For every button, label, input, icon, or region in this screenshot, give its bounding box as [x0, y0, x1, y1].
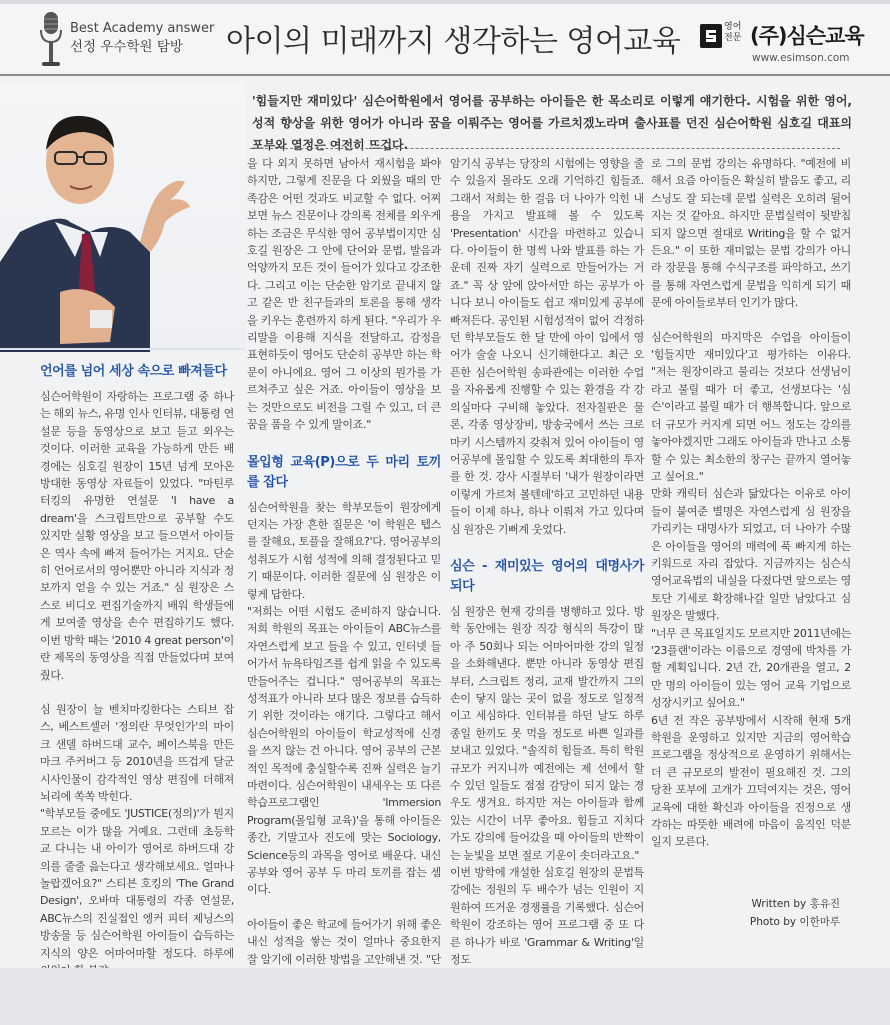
- paragraph: 암기식 공부는 당장의 시험에는 영향을 줄 수 있을지 몰라도 오래 기억하긴 힘들죠. 그래서 저희는 한 걸음 더 나아가 익힌 내용을 가지고 발표해 볼 수 있도록 'Presentation' 시간을 마련하고 있습니다. 아이들이 한 명씩 나와 발표를 하는 가운데 진짜 자기 실력으로 만들어가는 거죠." 꼭 상 앞에 앉아서만 하는 공부가 아니다 보니 아이들도 쉽고 재미있게 공부에 빠져든다. 공인된 시험성적이 없어 걱정하던 학부모들도 한 달 만에 아이 입에서 영어가 술술 나오니 신기해한다고. 최근 오픈한 심슨어학원 송파관에는 이러한 수업을 자유롭게 진행할 수 있는 환경을 각 강의실마다 구비해 놓았다. 전자칠판은 물론, 각종 영상장비, 방송국에서 쓰는 크로마키 시스템까지 갖춰져 있어 아이들이 영어공부에 몰입할 수 있도록 최대한의 투자를 한 것. 강사 시절부터 '내가 원장이라면 이렇게 가르쳐 볼텐데'하고 고민하던 내용들이 이제 하나, 하나 이뤄져 가고 있다며 심 원장은 기뻐계 웃었다.: [450, 157, 644, 536]
- article-column-3: [450, 155, 644, 967]
- paragraph: 심 원장이 늘 벤치마킹한다는 스티브 잡스, 베스트셀러 '정의란 무엇인가'의 마이크 샌델 하버드대 교수, 페이스북을 만든 마크 주커버그 등 2010년을 뜨겁게 달군 시사인물이 감각적인 영상 편집에 더해져 뇌리에 쏙쏙 박힌다.: [40, 702, 234, 803]
- paragraph: 만화 캐릭터 심슨과 닮았다는 이유로 아이들이 붙여준 별명은 자연스럽게 심 원장을 가리키는 대명사가 되었고, 더 나아가 수많은 아이들을 영어의 매력에 푹 빠지게 하는 키워드로 자리 잡았다. 지금까지는 심슨식 영어교육법의 내실을 다졌다면 앞으로는 영토단 기세로 확장해나갈 일만 남았다고 심 원장은 말했다.: [651, 487, 851, 623]
- logo-company-name: (주)심슨교육: [750, 24, 864, 48]
- page-header: [0, 4, 890, 76]
- article-column-1: [40, 360, 234, 965]
- photo-credit: Photo by 이한마루: [749, 916, 840, 928]
- paragraph: 6년 전 작은 공부방에서 시작해 현재 5개 학원을 운영하고 있지만 지금의 영어학습 프로그램을 정상적으로 운영하기 위해서는 더 큰 규모로의 발전이 필요해진 것. 그의 당찬 포부에 고개가 끄덕여지는 것은, 영어 교육에 대한 확신과 아이들을 진정으로 생각하는 따뜻한 배려에 마음이 움직인 덕분일지 모른다.: [651, 713, 851, 849]
- lead-divider: [250, 148, 840, 149]
- series-korean: 선정 우수학원 탐방: [70, 39, 183, 55]
- paragraph: "학부모들 중에도 'JUSTICE(정의)'가 뭔지 모르는 이가 많을 거예요. 그런데 초등학교 다니는 내 아이가 영어로 하버드대 강의를 줄줄 읊는다고 생각해보세요. 얼마나 놀랍겠어요?" 스티븐 호킹의 'The Grand Design', 오바마 대통령의 각종 연설문, ABC뉴스의 진실접인 엥커 피터 제닝스의 방송물 등 심슨어학원 아이들이 습득하는 지식의 양은 어마어마할 정도다. 하루에: [40, 807, 234, 960]
- paragraph: "너무 큰 목표일지도 모르지만 2011년에는 '23플랜'이라는 이름으로 경영에 박차를 가할 계획입니다. 2년 간, 20개관을 열고, 2만 명의 아이들이 있는 영어 교육 기업으로 성장시키고 싶어요.": [651, 626, 851, 710]
- page-title: 아이의 미래까지 생각하는 영어교육: [226, 24, 681, 59]
- paragraph: 이번 방학에 개설한 심호길 원장의 문법특강에는 정원의 두 배수가 넘는 인원이 지원하여 뜨거운 경쟁률을 기록했다. 심슨어학원이 강조하는 영어 프로그램 중 또 다른 하나가 바로 'Grammar & Writing'일 정도: [450, 866, 644, 967]
- paragraph: "저희는 어떤 시험도 준비하지 않습니다. 저희 학원의 목표는 아이들이 ABC뉴스를 자연스럽게 보고 들을 수 있고, 인터넷 들어가서 뉴욕타임즈를 쉽게 읽을 수 있도록 만들어주는 겁니다." 영어공부의 목표는 성적표가 아니라 보다 많은 정보를 습득하기 위한 것이라는 얘기다. 그렇다고 해서 심슨어학원의 아이들이 학교성적에 신경을 쓰지 않는 건 아니다. 영어 공부의 근본적인 목적에 충실할수록 진짜 실력은 늘기 마련이다. 심슨어학원이 내세우는 또 다른 학습프로그램인 'Immersion Program(몰입형 교육)'을 통해 아이들은 종간, 기말고사 진도에 맞는 Sociology, Science등의 과목을 영어로 배운다. 내신 공부와 영어 공부 두 마리 토끼를 잡는 셈이다.: [247, 604, 441, 897]
- page-bottom-margin: [0, 968, 890, 1025]
- logo-url: www.esimson.com: [752, 52, 850, 64]
- photo-divider: [0, 348, 245, 350]
- section-heading-1: 언어를 넘어 세상 속으로 빠져들다: [40, 364, 227, 379]
- paragraph: 심 원장은 현재 강의를 병행하고 있다. 방학 동안에는 원장 직강 형식의 특강이 많아 주 50회나 되는 어마어마한 강의 일정을 소화해낸다. 뿐만 아니라 동영상 편집부터, 스크립트 정리, 교재 발간까지 그의 손이 닿지 않는 곳이 없을 정도로 일정적이고 세심하다. 인터뷰를 하던 날도 하루 종일 한끼도 못 먹을 정도로 바쁜 일과를 보내고 있었다. "솔직히 힘들죠. 특히 학원 규모가 커지니까 예전에는 제 선에서 할 수 있던 일들도 점점 감당이 되지 않는 경우도 생겨요. 하지만 저는 아이들과 함께 있는 시간이 너무 좋아요. 힘들고 지치다가도 강의에 들어갔을 때 아이들의 반짝이는 눈빛을 보면 절로 기운이 솟더라고요.": [450, 604, 644, 862]
- microphone-icon: [38, 10, 64, 72]
- simson-logo: [700, 16, 890, 66]
- article-column-4: [651, 155, 851, 875]
- series-label: [70, 20, 214, 56]
- paragraph: 심슨어학원의 마지막은 수업을 아이들이 '힘들지만 재미있다'고 평가하는 이유다. "저는 원장이라고 불리는 것보다 선생님이라고 불릴 때가 더 좋고, 선생보다는 '심슨'이라고 불릴 때가 더 행복합니다. 앞으로 더 규모가 커지게 되면 어느 정도는 강의를 놓아야겠지만 그래도 아이들과 만나고 소통할 수 있는 최소한의 창구는 끝까지 열어놓고 싶어요.": [651, 330, 851, 483]
- section-heading-2: 몰입형 교육(P)으로 두 마리 토끼를 잡다: [247, 454, 441, 490]
- writer-credit: Written by 홍유진: [751, 898, 840, 910]
- paragraph: 로 그의 문법 강의는 유명하다. "예전에 비해서 요즘 아이들은 확실히 발음도 좋고, 리스닝도 잘 되는데 문법 실력은 오히려 뒬어지는 것 같아요. 하지만 문법실력이 뒷받침되지 않으면 절대로 Writing을 할 수 없거든요." 이 또한 재미없는 문법 강의가 아니라 장문을 통해 수식구조를 파악하고, 쓰기를 통해 자연스럽게 문법을 익히게 되기 때문에 아이들로부터 인기가 많다.: [651, 157, 851, 310]
- paragraph: 을 다 외지 못하면 남아서 재시험을 봐야 하지만, 그렇게 진문을 다 외웠을 때의 만족감은 어떤 것과도 비교할 수 없다. 어찌 보면 뉴스 진문이나 강의록 전체를 외우게 하는 조금은 무식한 영어 공부법이지만 심호길 원장은 그 안에 단어와 문법, 발음과 억양까지 모든 것이 들어가 있다고 강조한다. 그리고 이는 단순한 암기로 끝내지 않고 같은 반 친구들과의 토론을 통해 생각을 키우는 훈련까지 하게 된다. "우리가 우리말을 이용해 지식을 전달하고, 감정을 표현하듯이 영어도 단순히 공부만 하는 학문이 아니에요. 영어 그 이상의 뭔가를 가르쳐주고 싶은 거죠. 아이들이 영상을 보는 것만으로도 비전을 그릴 수 있고, 더 큰 꿈을 품을 수 있게 말이죠.": [247, 157, 441, 432]
- paragraph: 아이들이 좋은 학교에 들어가기 위해 좋은 내신 성적을 쌓는 것이 얼마나 중요한지 잘 알기에 이러한 방법을 고안해낸 것. "단: [247, 917, 441, 966]
- series-english: Best Academy answer: [70, 21, 215, 36]
- paragraph: 심슨어학원이 자랑하는 프로그램 중 하나는 해외 뉴스, 유명 인사 인터뷰, 대통령 연설문 등을 동영상으로 보고 듣고 외우는 것이다. 이러한 교육을 가능하게 만든 배경에는 심호길 원장이 15년 넘게 모아온 방대한 동영상 자료들이 있었다. "마틴루터킹의 유명한 연설문 'I have a dream'을 스크립트만으로 공부할 수도 있지만 실황 영상을 보고 들으면서 아이들은 역사 속에 빠져 들어가는 거지요. 단순히 언어로서의 영어뿐만 아니라 지식과 정보까지 얻을 수 있는 거죠." 심 원장은 스스로 비디오 편집기술까지 배워 학생들에게 보여줄 영상을 손수 편집하기도 했다. 이번 방학 때는 '2010 4 great person'이란 제목의 동영상을 직접 만들었다며 보여줬다.: [40, 390, 234, 682]
- simson-logo-mark: [700, 24, 722, 48]
- section-heading-3: 심슨 - 재미있는 영어의 대명사가 되다: [450, 558, 644, 594]
- lead-paragraph: '힘들지만 재미있다' 심슨어학원에서 영어를 공부하는 아이들은 한 목소리로 이렇게 얘기한다. 시험을 위한 영어, 성적 향상을 위한 영어가 아니라 꿈을 이뤄주는 영어를 가르치겠노라며 출사표를 던진 심슨어학원 심호길 대표의 포부와 열정은 여전히 뜨겁다.: [252, 94, 852, 152]
- logo-tagline: 영어 전문: [724, 22, 742, 43]
- paragraph: 심슨어학원을 찾는 학부모들이 원장에게 던지는 가장 흔한 질문은 '이 학원은 텝스를 잘해요, 토플을 잘해요?'다. 영어공부의 성취도가 시험 성적에 의해 결정된다고 믿기 때문이다. 이러한 질문에 심 원장은 이렇게 답한다.: [247, 500, 441, 601]
- credits: [650, 895, 840, 931]
- article-column-2: [247, 155, 441, 966]
- director-photo: [0, 82, 245, 352]
